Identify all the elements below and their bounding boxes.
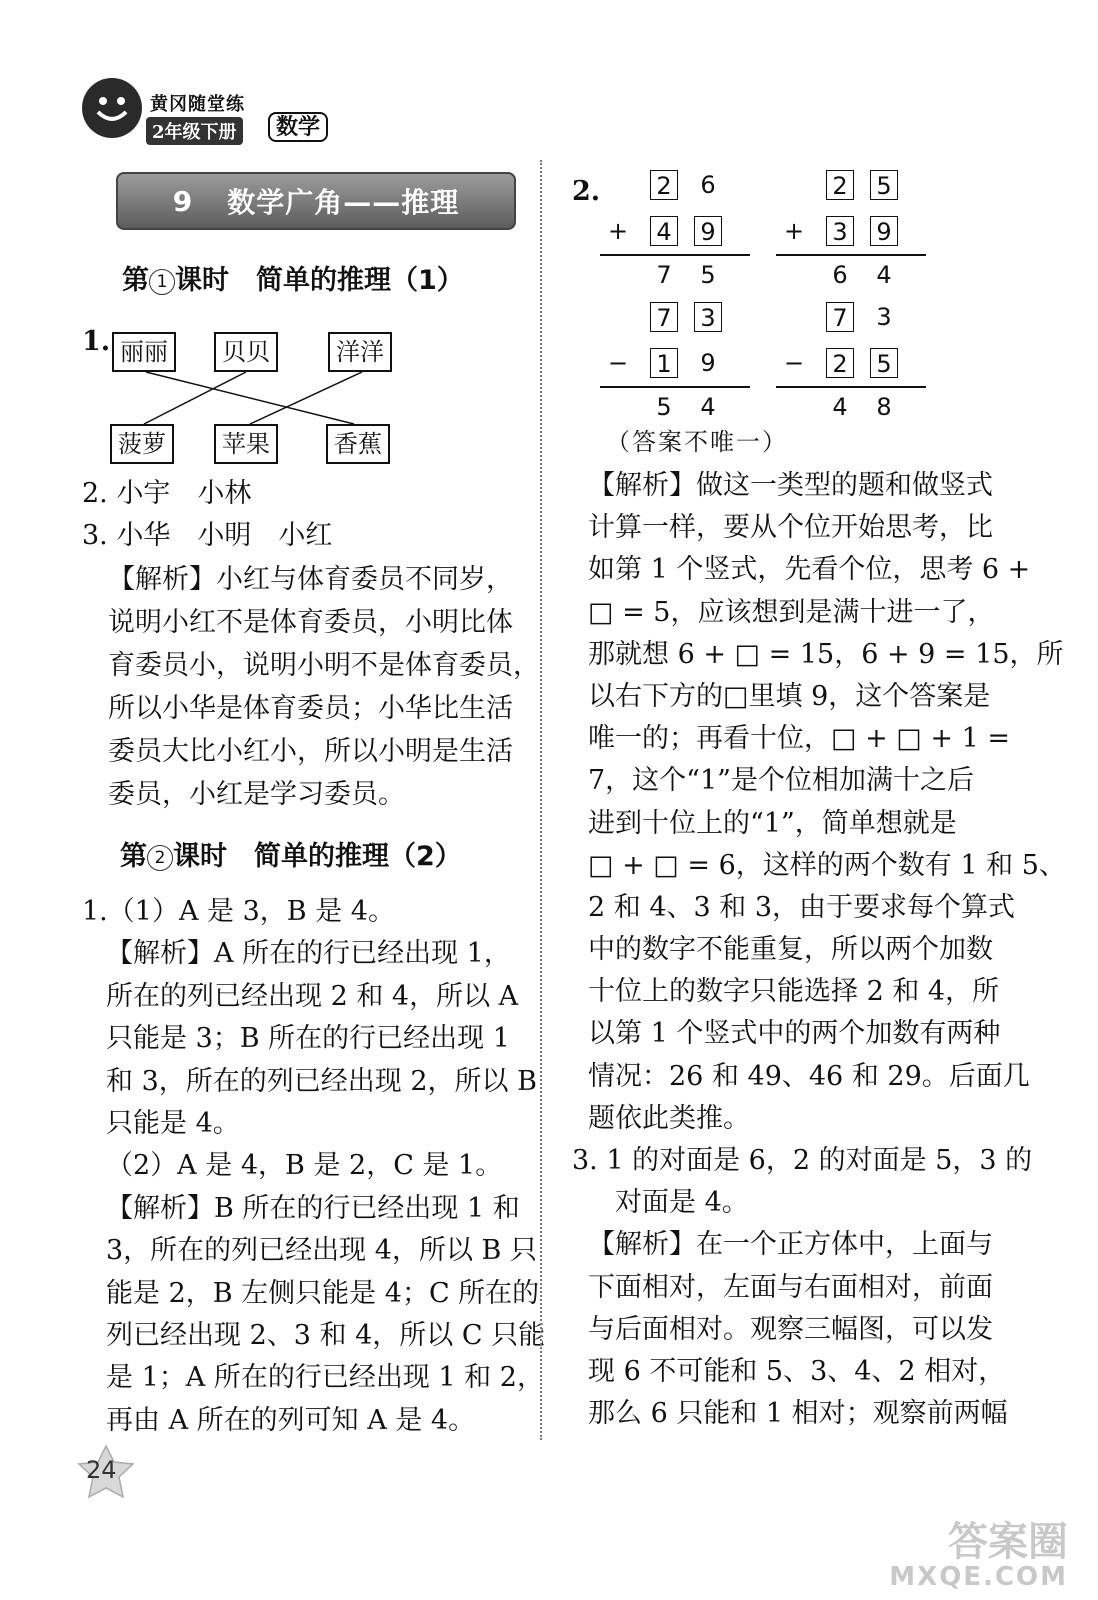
result-digit: 7: [656, 261, 672, 289]
vertical-calc-2: [776, 168, 936, 294]
smiley-logo-icon: [82, 78, 142, 138]
lesson-2-line: 【解析】A 所在的行已经出现 1，: [106, 938, 511, 970]
result-digit: 8: [876, 393, 892, 421]
lesson-2-line: 和 3，所在的列已经出现 2，所以 B: [106, 1065, 537, 1097]
right-line: 进到十位上的“1”，简单想就是: [588, 807, 957, 839]
analysis-line: 委员大比小红小，所以小明是生活: [108, 736, 513, 767]
right-line: 与后面相对。观察三幅图，可以发: [588, 1313, 993, 1345]
digit: 2: [650, 170, 678, 200]
lesson-2-title: 第 2 课时 简单的推理（2）: [120, 841, 462, 872]
right-line: 十位上的数字只能选择 2 和 4，所: [588, 976, 1000, 1008]
operator: +: [784, 217, 805, 245]
grade-label: 2年级下册: [146, 117, 243, 145]
page-number: 24: [86, 1456, 117, 1484]
right-line: 3. 1 的对面是 6，2 的对面是 5，3 的: [572, 1145, 1033, 1176]
result-digit: 6: [832, 261, 848, 289]
vertical-calc-3: [600, 300, 760, 426]
right-line: 中的数字不能重复，所以两个加数: [588, 934, 993, 966]
subject-label: 数学: [268, 112, 328, 142]
digit: 2: [826, 348, 854, 378]
chapter-title: 数学广角——推理: [227, 186, 460, 219]
lesson-2-line: （2）A 是 4，B 是 2，C 是 1。: [106, 1150, 503, 1182]
result-digit: 4: [876, 261, 892, 289]
column-divider: [540, 160, 542, 1440]
answer-not-unique-note: （答案不唯一）: [606, 428, 788, 456]
analysis-line: 所以小华是体育委员；小华比生活: [108, 693, 513, 724]
watermark-url: MXQE.COM: [889, 1562, 1068, 1592]
lesson-2-line: 3，所在的列已经出现 4，所以 B 只: [106, 1235, 537, 1267]
right-line: 【解析】做这一类型的题和做竖式: [588, 470, 993, 501]
matching-lines: [100, 368, 400, 428]
digit: 6: [700, 171, 716, 199]
vertical-calc-4: [776, 300, 936, 426]
right-line: 现 6 不可能和 5、3、4、2 相对，: [588, 1355, 1006, 1387]
lesson-2-line: 所在的列已经出现 2 和 4，所以 A: [106, 980, 519, 1012]
digit: 5: [870, 170, 898, 200]
result-digit: 4: [832, 393, 848, 421]
lesson-2-line: 列已经出现 2、3 和 4，所以 C 只能: [106, 1319, 546, 1351]
sum-line: [600, 254, 750, 256]
fruit-box-2: 苹果: [214, 424, 278, 464]
right-content: [572, 466, 1066, 1434]
digit: 3: [826, 216, 854, 246]
lesson-2-line: 只能是 4。: [106, 1107, 240, 1139]
digit: 1: [650, 348, 678, 378]
right-line: 那就想 6 + □ = 15，6 + 9 = 15，所: [588, 638, 1064, 670]
right-line: 如第 1 个竖式，先看个位，思考 6 +: [588, 554, 1031, 586]
right-line: □ + □ = 6，这样的两个数有 1 和 5、: [588, 849, 1066, 881]
name-box-1: 丽丽: [112, 332, 176, 372]
operator: +: [608, 217, 629, 245]
analysis-line: 育委员小，说明小明不是体育委员，: [108, 650, 540, 681]
digit: 2: [826, 170, 854, 200]
result-digit: 5: [656, 393, 672, 421]
name-box-3: 洋洋: [328, 332, 392, 372]
digit: 5: [870, 348, 898, 378]
lesson-2-line: 再由 A 所在的列可知 A 是 4。: [106, 1404, 476, 1436]
operator: −: [608, 349, 629, 377]
analysis-line: 【解析】小红与体育委员不同岁，: [108, 564, 513, 595]
right-line: 计算一样，要从个位开始思考，比: [588, 512, 993, 544]
digit: 9: [694, 216, 722, 246]
q1-label: 1.: [82, 326, 111, 357]
lesson-2-content: [82, 892, 545, 1441]
lesson-1-analysis: [108, 560, 540, 815]
lesson-2-line: 能是 2，B 左侧只能是 4；C 所在的: [106, 1277, 540, 1309]
right-line: 以第 1 个竖式中的两个加数有两种: [588, 1018, 1001, 1050]
right-line: 7，这个“1”是个位相加满十之后: [588, 765, 974, 797]
fruit-box-3: 香蕉: [326, 424, 390, 464]
sum-line: [776, 254, 926, 256]
watermark-logo: 答案圈: [948, 1519, 1068, 1565]
lesson-2-line: 【解析】B 所在的行已经出现 1 和: [106, 1192, 520, 1224]
lesson-2-line: 是 1；A 所在的行已经出现 1 和 2，: [106, 1362, 544, 1394]
sum-line: [776, 386, 926, 388]
q3-answer: 3. 小华 小明 小红: [82, 520, 333, 551]
sum-line: [600, 386, 750, 388]
right-line: 对面是 4。: [588, 1187, 749, 1219]
result-digit: 5: [700, 261, 716, 289]
q2-answer: 2. 小宇 小林: [82, 478, 252, 509]
right-line: 那么 6 只能和 1 相对；观察前两幅: [588, 1398, 1008, 1430]
lesson-2-line: 只能是 3；B 所在的行已经出现 1: [106, 1023, 510, 1055]
right-line: □ = 5，应该想到是满十进一了，: [588, 596, 995, 628]
digit: 3: [694, 302, 722, 332]
digit: 9: [870, 216, 898, 246]
lesson-2-line: 1.（1）A 是 3，B 是 4。: [82, 896, 395, 927]
brand-name: 黄冈随堂练: [150, 94, 245, 115]
vertical-calc-1: [600, 168, 760, 294]
right-q2-label: 2.: [572, 176, 601, 207]
right-line: 题依此类推。: [588, 1102, 750, 1134]
result-digit: 4: [700, 393, 716, 421]
analysis-line: 委员，小红是学习委员。: [108, 779, 405, 810]
right-line: 以右下方的□里填 9，这个答案是: [588, 680, 991, 712]
analysis-line: 说明小红不是体育委员，小明比体: [108, 607, 513, 638]
chapter-banner: [116, 172, 516, 230]
name-box-2: 贝贝: [214, 332, 278, 372]
right-line: 唯一的；再看十位，□ + □ + 1 =: [588, 723, 1010, 755]
right-line: 下面相对，左面与右面相对，前面: [588, 1271, 993, 1303]
digit: 7: [826, 302, 854, 332]
fruit-box-1: 菠萝: [110, 424, 174, 464]
chapter-number: 9: [172, 184, 194, 218]
right-line: 情况：26 和 49、46 和 29。后面几: [588, 1060, 1030, 1092]
right-line: 2 和 4、3 和 3，由于要求每个算式: [588, 891, 1016, 923]
digit: 4: [650, 216, 678, 246]
lesson-2-number: 2: [147, 845, 173, 871]
right-line: 【解析】在一个正方体中，上面与: [588, 1229, 993, 1261]
digit: 7: [650, 302, 678, 332]
lesson-1-title: 第 1 课时 简单的推理（1）: [122, 265, 464, 296]
digit: 3: [876, 303, 892, 331]
digit: 9: [700, 349, 716, 377]
lesson-1-number: 1: [149, 269, 175, 295]
operator: −: [784, 349, 805, 377]
